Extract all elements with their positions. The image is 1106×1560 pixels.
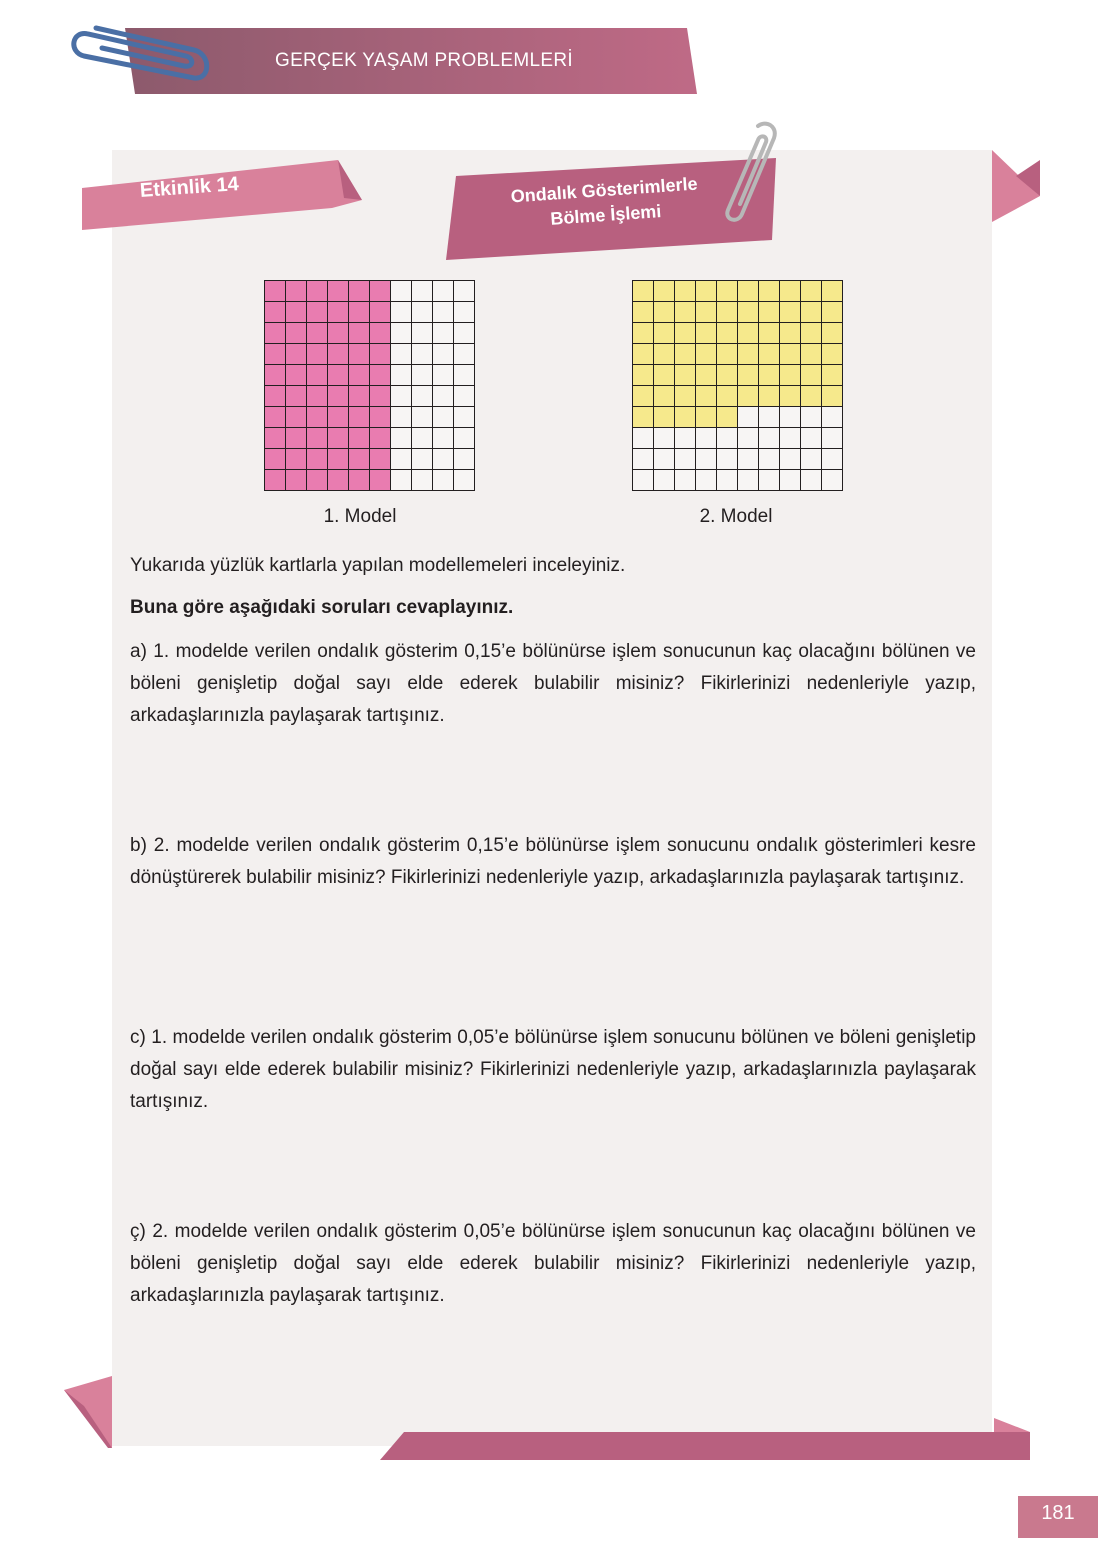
empty-cell <box>454 281 474 301</box>
shaded-cell <box>328 428 348 448</box>
shaded-cell <box>286 428 306 448</box>
shaded-cell <box>696 302 716 322</box>
shaded-cell <box>738 365 758 385</box>
empty-cell <box>759 449 779 469</box>
empty-cell <box>822 449 842 469</box>
empty-cell <box>412 470 432 490</box>
shaded-cell <box>759 302 779 322</box>
empty-cell <box>717 428 737 448</box>
shaded-cell <box>717 281 737 301</box>
shaded-cell <box>654 323 674 343</box>
shaded-cell <box>717 407 737 427</box>
shaded-cell <box>801 386 821 406</box>
empty-cell <box>391 365 411 385</box>
shaded-cell <box>370 449 390 469</box>
shaded-cell <box>349 386 369 406</box>
instruction-text: Buna göre aşağıdaki soruları cevaplayınız. <box>130 597 514 618</box>
shaded-cell <box>328 323 348 343</box>
shaded-cell <box>307 407 327 427</box>
empty-cell <box>759 407 779 427</box>
shaded-cell <box>696 344 716 364</box>
shaded-cell <box>286 449 306 469</box>
paperclip-icon <box>718 118 782 228</box>
empty-cell <box>391 386 411 406</box>
empty-cell <box>801 449 821 469</box>
shaded-cell <box>759 386 779 406</box>
question-b: b) 2. modelde verilen ondalık gösterim 0,15’e bölünürse işlem sonucunu ondalık gösterimleri kesre dönüştürerek bulabilir misiniz? Fikirlerinizi nedenleriyle yazıp, arkadaşlarınızla paylaşarak tartışınız. <box>130 835 976 888</box>
ribbon-top-right <box>988 150 1044 222</box>
shaded-cell <box>370 302 390 322</box>
empty-cell <box>780 449 800 469</box>
shaded-cell <box>801 302 821 322</box>
shaded-cell <box>780 365 800 385</box>
empty-cell <box>433 344 453 364</box>
empty-cell <box>391 470 411 490</box>
empty-cell <box>738 407 758 427</box>
empty-cell <box>696 470 716 490</box>
shaded-cell <box>349 449 369 469</box>
shaded-cell <box>780 344 800 364</box>
shaded-cell <box>675 281 695 301</box>
empty-cell <box>675 449 695 469</box>
shaded-cell <box>328 470 348 490</box>
shaded-cell <box>822 302 842 322</box>
empty-cell <box>454 365 474 385</box>
empty-cell <box>412 281 432 301</box>
question-c: c) 1. modelde verilen ondalık gösterim 0,05’e bölünürse işlem sonucunu bölünen ve böleni genişletip doğal sayı elde ederek bulabilir misiniz? Fikirlerinizi nedenleriyle yazıp, arkadaşlarınızla paylaşarak tartışınız. <box>130 1027 976 1112</box>
shaded-cell <box>370 428 390 448</box>
empty-cell <box>738 428 758 448</box>
shaded-cell <box>696 407 716 427</box>
shaded-cell <box>759 344 779 364</box>
shaded-cell <box>349 302 369 322</box>
shaded-cell <box>328 407 348 427</box>
shaded-cell <box>328 281 348 301</box>
shaded-cell <box>801 281 821 301</box>
shaded-cell <box>265 386 285 406</box>
shaded-cell <box>654 302 674 322</box>
empty-cell <box>433 302 453 322</box>
shaded-cell <box>759 323 779 343</box>
empty-cell <box>391 428 411 448</box>
shaded-cell <box>654 281 674 301</box>
empty-cell <box>801 407 821 427</box>
empty-cell <box>738 470 758 490</box>
empty-cell <box>412 302 432 322</box>
shaded-cell <box>265 470 285 490</box>
shaded-cell <box>801 365 821 385</box>
shaded-cell <box>822 323 842 343</box>
empty-cell <box>433 449 453 469</box>
empty-cell <box>433 470 453 490</box>
shaded-cell <box>675 365 695 385</box>
shaded-cell <box>696 365 716 385</box>
shaded-cell <box>286 386 306 406</box>
shaded-cell <box>286 281 306 301</box>
shaded-cell <box>822 365 842 385</box>
ribbon-bottom-left <box>64 1376 116 1448</box>
model-1-grid <box>264 280 475 491</box>
empty-cell <box>412 323 432 343</box>
shaded-cell <box>822 281 842 301</box>
shaded-cell <box>328 449 348 469</box>
empty-cell <box>412 386 432 406</box>
model-1-caption: 1. Model <box>323 506 397 527</box>
empty-cell <box>412 407 432 427</box>
shaded-cell <box>717 344 737 364</box>
shaded-cell <box>349 344 369 364</box>
shaded-cell <box>349 428 369 448</box>
shaded-cell <box>265 428 285 448</box>
shaded-cell <box>696 281 716 301</box>
page-number: 181 <box>1041 1502 1075 1524</box>
shaded-cell <box>349 365 369 385</box>
empty-cell <box>822 428 842 448</box>
empty-cell <box>696 428 716 448</box>
model-2-grid <box>632 280 843 491</box>
shaded-cell <box>633 386 653 406</box>
shaded-cell <box>265 407 285 427</box>
shaded-cell <box>738 386 758 406</box>
shaded-cell <box>265 449 285 469</box>
empty-cell <box>454 344 474 364</box>
empty-cell <box>454 428 474 448</box>
empty-cell <box>759 470 779 490</box>
empty-cell <box>433 386 453 406</box>
empty-cell <box>391 344 411 364</box>
shaded-cell <box>265 344 285 364</box>
shaded-cell <box>265 281 285 301</box>
shaded-cell <box>328 302 348 322</box>
empty-cell <box>633 428 653 448</box>
shaded-cell <box>286 323 306 343</box>
shaded-cell <box>307 344 327 364</box>
activity-label: Etkinlik 14 <box>139 173 240 202</box>
empty-cell <box>391 281 411 301</box>
empty-cell <box>454 407 474 427</box>
shaded-cell <box>370 323 390 343</box>
shaded-cell <box>654 344 674 364</box>
empty-cell <box>433 281 453 301</box>
empty-cell <box>454 323 474 343</box>
empty-cell <box>454 470 474 490</box>
shaded-cell <box>307 428 327 448</box>
shaded-cell <box>696 323 716 343</box>
shaded-cell <box>307 365 327 385</box>
empty-cell <box>801 470 821 490</box>
empty-cell <box>391 449 411 469</box>
shaded-cell <box>633 281 653 301</box>
empty-cell <box>675 470 695 490</box>
topic-line-2: Bölme İşlemi <box>549 201 662 229</box>
shaded-cell <box>675 323 695 343</box>
shaded-cell <box>370 470 390 490</box>
shaded-cell <box>286 365 306 385</box>
question-a: a) 1. modelde verilen ondalık gösterim 0,15’e bölünürse işlem sonucunun kaç olacağını bölünen ve böleni genişletip doğal sayı elde ederek bulabilir misiniz? Fikirlerinizi nedenleriyle yazıp, arkadaşlarınızla paylaşarak tartışınız. <box>130 641 976 726</box>
shaded-cell <box>654 365 674 385</box>
empty-cell <box>633 470 653 490</box>
shaded-cell <box>822 344 842 364</box>
shaded-cell <box>307 281 327 301</box>
empty-cell <box>391 302 411 322</box>
empty-cell <box>454 302 474 322</box>
shaded-cell <box>370 407 390 427</box>
shaded-cell <box>349 407 369 427</box>
empty-cell <box>654 470 674 490</box>
shaded-cell <box>738 302 758 322</box>
shaded-cell <box>265 302 285 322</box>
empty-cell <box>412 428 432 448</box>
shaded-cell <box>370 344 390 364</box>
shaded-cell <box>717 302 737 322</box>
shaded-cell <box>307 470 327 490</box>
shaded-cell <box>307 323 327 343</box>
shaded-cell <box>780 281 800 301</box>
shaded-cell <box>633 365 653 385</box>
empty-cell <box>801 428 821 448</box>
shaded-cell <box>370 281 390 301</box>
shaded-cell <box>349 281 369 301</box>
model-2-caption: 2. Model <box>699 506 773 527</box>
paperclip-icon <box>66 20 216 92</box>
empty-cell <box>433 428 453 448</box>
shaded-cell <box>349 323 369 343</box>
empty-cell <box>433 323 453 343</box>
empty-cell <box>780 428 800 448</box>
shaded-cell <box>633 344 653 364</box>
intro-text: Yukarıda yüzlük kartlarla yapılan modellemeleri inceleyiniz. <box>130 555 626 576</box>
empty-cell <box>433 365 453 385</box>
shaded-cell <box>717 323 737 343</box>
shaded-cell <box>633 302 653 322</box>
shaded-cell <box>286 344 306 364</box>
shaded-cell <box>328 386 348 406</box>
shaded-cell <box>696 386 716 406</box>
topic-line-1: Ondalık Gösterimlerle <box>510 173 699 207</box>
empty-cell <box>738 449 758 469</box>
header-title: GERÇEK YAŞAM PROBLEMLERİ <box>275 50 573 71</box>
shaded-cell <box>717 386 737 406</box>
ribbon-bottom <box>380 1418 1032 1462</box>
shaded-cell <box>286 407 306 427</box>
shaded-cell <box>738 344 758 364</box>
shaded-cell <box>633 407 653 427</box>
shaded-cell <box>286 302 306 322</box>
shaded-cell <box>738 281 758 301</box>
shaded-cell <box>822 386 842 406</box>
shaded-cell <box>307 302 327 322</box>
empty-cell <box>412 449 432 469</box>
empty-cell <box>780 407 800 427</box>
empty-cell <box>696 449 716 469</box>
shaded-cell <box>717 365 737 385</box>
empty-cell <box>759 428 779 448</box>
shaded-cell <box>370 386 390 406</box>
empty-cell <box>654 428 674 448</box>
shaded-cell <box>801 344 821 364</box>
empty-cell <box>391 323 411 343</box>
shaded-cell <box>759 281 779 301</box>
shaded-cell <box>654 386 674 406</box>
shaded-cell <box>780 323 800 343</box>
empty-cell <box>412 365 432 385</box>
shaded-cell <box>675 407 695 427</box>
shaded-cell <box>328 365 348 385</box>
shaded-cell <box>286 470 306 490</box>
empty-cell <box>822 470 842 490</box>
shaded-cell <box>370 365 390 385</box>
shaded-cell <box>633 323 653 343</box>
empty-cell <box>780 470 800 490</box>
empty-cell <box>675 428 695 448</box>
shaded-cell <box>265 365 285 385</box>
empty-cell <box>822 407 842 427</box>
empty-cell <box>633 449 653 469</box>
shaded-cell <box>801 323 821 343</box>
shaded-cell <box>780 302 800 322</box>
shaded-cell <box>675 344 695 364</box>
empty-cell <box>717 470 737 490</box>
empty-cell <box>391 407 411 427</box>
empty-cell <box>454 449 474 469</box>
question-cc: ç) 2. modelde verilen ondalık gösterim 0,05’e bölünürse işlem sonucunun kaç olacağını bölünen ve böleni genişletip doğal sayı elde ederek bulabilir misiniz? Fikirlerinizi nedenleriyle yazıp, arkadaşlarınızla paylaşarak tartışınız. <box>130 1221 976 1306</box>
empty-cell <box>654 449 674 469</box>
empty-cell <box>717 449 737 469</box>
shaded-cell <box>654 407 674 427</box>
shaded-cell <box>675 386 695 406</box>
shaded-cell <box>780 386 800 406</box>
shaded-cell <box>328 344 348 364</box>
shaded-cell <box>307 449 327 469</box>
empty-cell <box>412 344 432 364</box>
shaded-cell <box>759 365 779 385</box>
shaded-cell <box>675 302 695 322</box>
empty-cell <box>433 407 453 427</box>
empty-cell <box>454 386 474 406</box>
shaded-cell <box>738 323 758 343</box>
shaded-cell <box>307 386 327 406</box>
shaded-cell <box>265 323 285 343</box>
shaded-cell <box>349 470 369 490</box>
